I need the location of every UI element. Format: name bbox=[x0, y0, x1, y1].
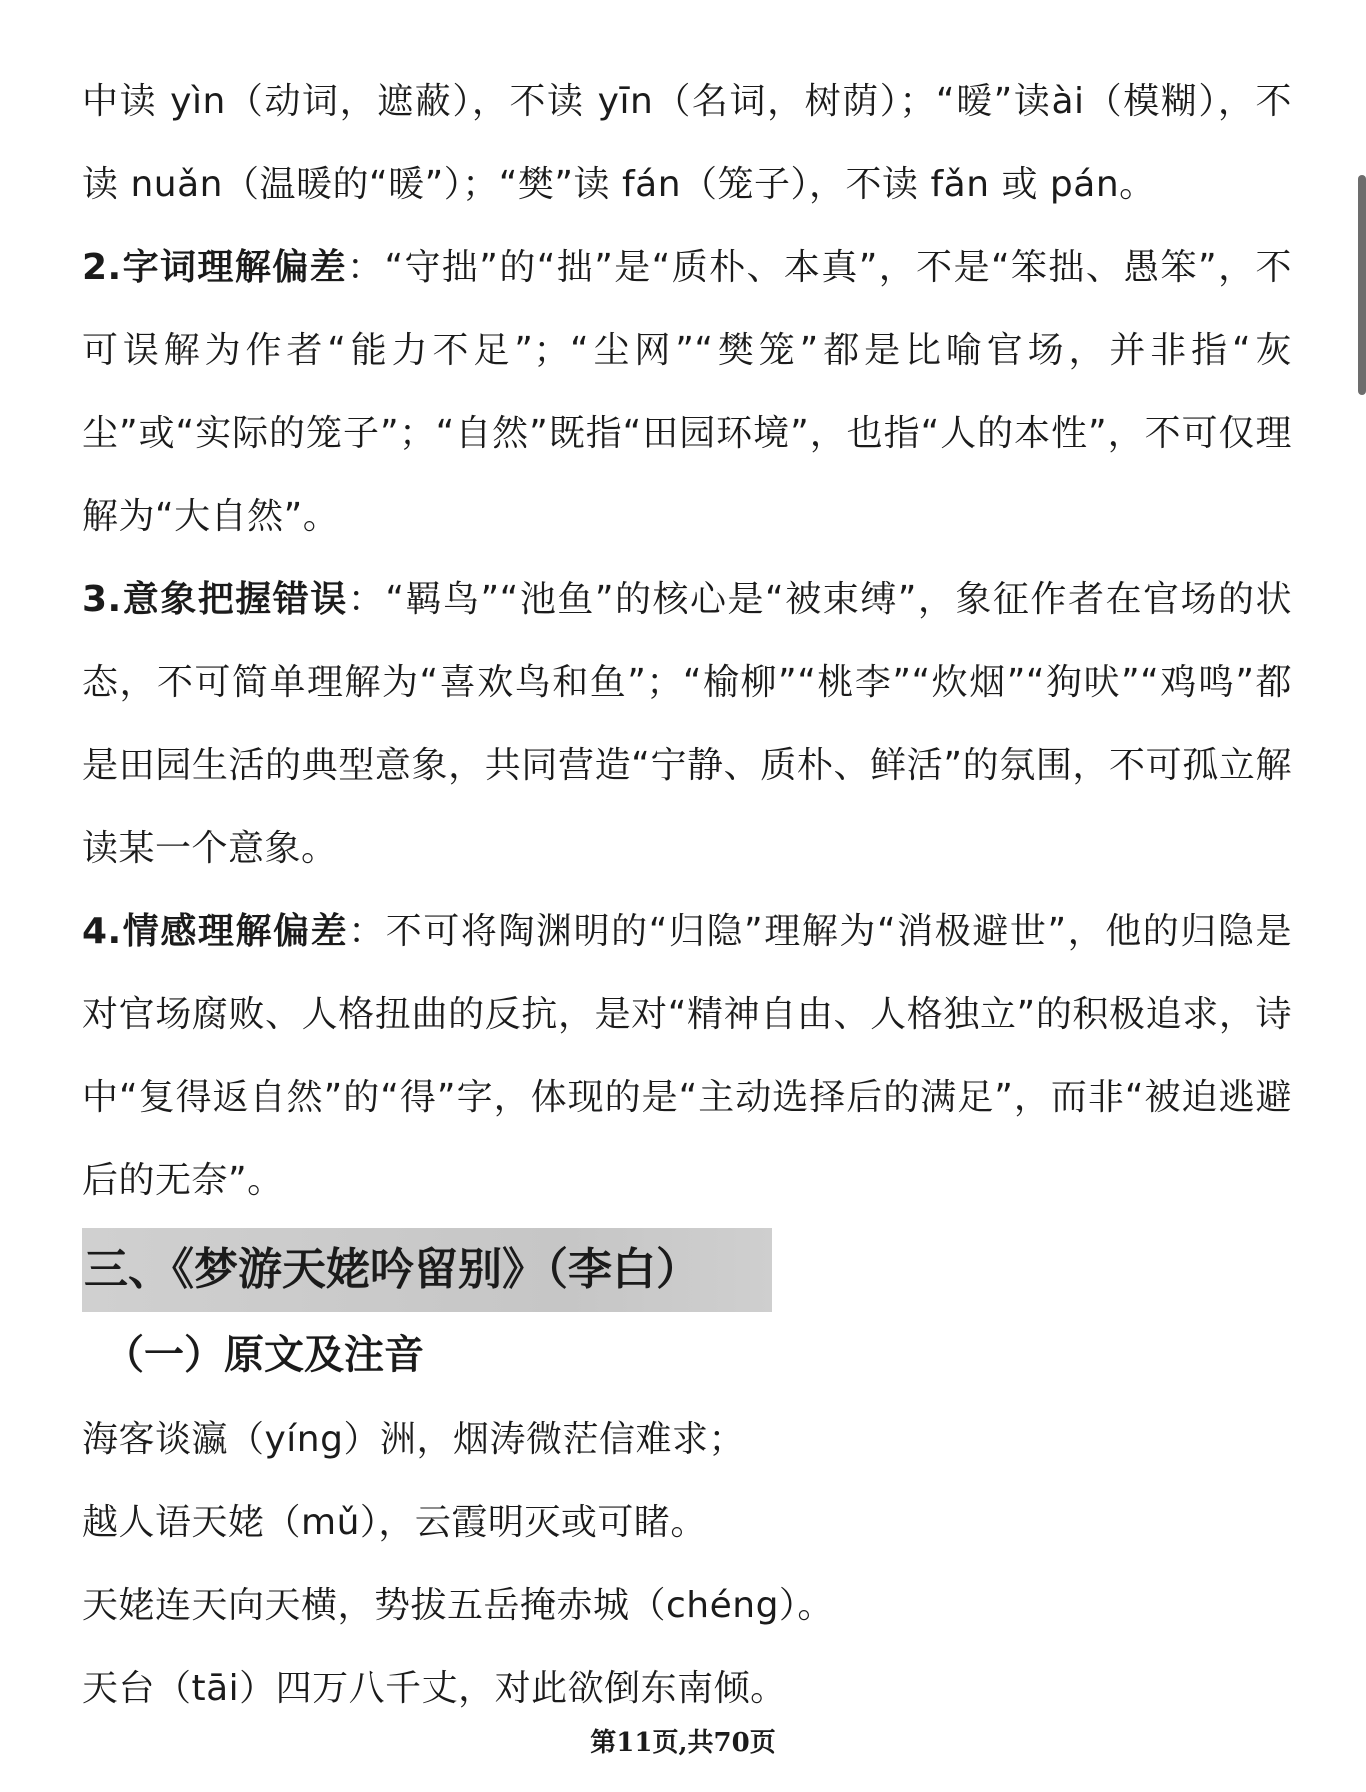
page-number: 第11页,共70页 bbox=[590, 1728, 776, 1758]
verse-line: 天台（tāi）四万八千丈，对此欲倒东南倾。 bbox=[82, 1668, 787, 1709]
paragraph-text: ：“守拙”的“拙”是“质朴、本真”，不是“笨拙、愚笨”，不可误解为作者“能力不足”；“尘网”“樊笼”都是比喻官场，并非指“灰尘”或“实际的笼子”；“自然”既指“田园环境”，也指“人的本性”，不可仅理解为“大自然”。 bbox=[82, 247, 1292, 537]
scrollbar-thumb[interactable] bbox=[1358, 175, 1366, 395]
subsection-title: （一）原文及注音 bbox=[104, 1332, 424, 1378]
document-page bbox=[82, 60, 1292, 1730]
paragraph-emotion bbox=[82, 890, 1292, 1222]
paragraph-label: 3.意象把握错误 bbox=[82, 579, 348, 620]
paragraph-label: 4.情感理解偏差 bbox=[82, 911, 349, 952]
section-title: 三、《梦游天姥吟留别》（李白） bbox=[82, 1228, 772, 1312]
verse-line: 越人语天姥（mǔ），云霞明灭或可睹。 bbox=[82, 1502, 707, 1543]
verse-line: 天姥连天向天横，势拔五岳掩赤城（chéng）。 bbox=[82, 1585, 834, 1626]
paragraph-word-understanding bbox=[82, 226, 1292, 558]
paragraph-imagery bbox=[82, 558, 1292, 890]
paragraph-text: 中读 yìn（动词，遮蔽），不读 yīn（名词，树荫）；“暧”读ài（模糊），不读 nuǎn（温暖的“暖”）；“樊”读 fán（笼子），不读 fǎn 或 pán。 bbox=[82, 81, 1292, 205]
paragraph-label: 2.字词理解偏差 bbox=[82, 247, 348, 288]
verse-line: 海客谈瀛（yíng）洲，烟涛微茫信难求； bbox=[82, 1419, 745, 1460]
paragraph-text: ：“羁鸟”“池鱼”的核心是“被束缚”，象征作者在官场的状态，不可简单理解为“喜欢鸟和鱼”；“榆柳”“桃李”“炊烟”“狗吠”“鸡鸣”都是田园生活的典型意象，共同营造“宁静、质朴、鲜活”的氛围，不可孤立解读某一个意象。 bbox=[82, 579, 1292, 869]
paragraph-pronunciation bbox=[82, 60, 1292, 226]
paragraph-text: ：不可将陶渊明的“归隐”理解为“消极避世”，他的归隐是对官场腐败、人格扭曲的反抗，是对“精神自由、人格独立”的积极追求，诗中“复得返自然”的“得”字，体现的是“主动选择后的满足”，而非“被迫逃避后的无奈”。 bbox=[82, 911, 1292, 1201]
